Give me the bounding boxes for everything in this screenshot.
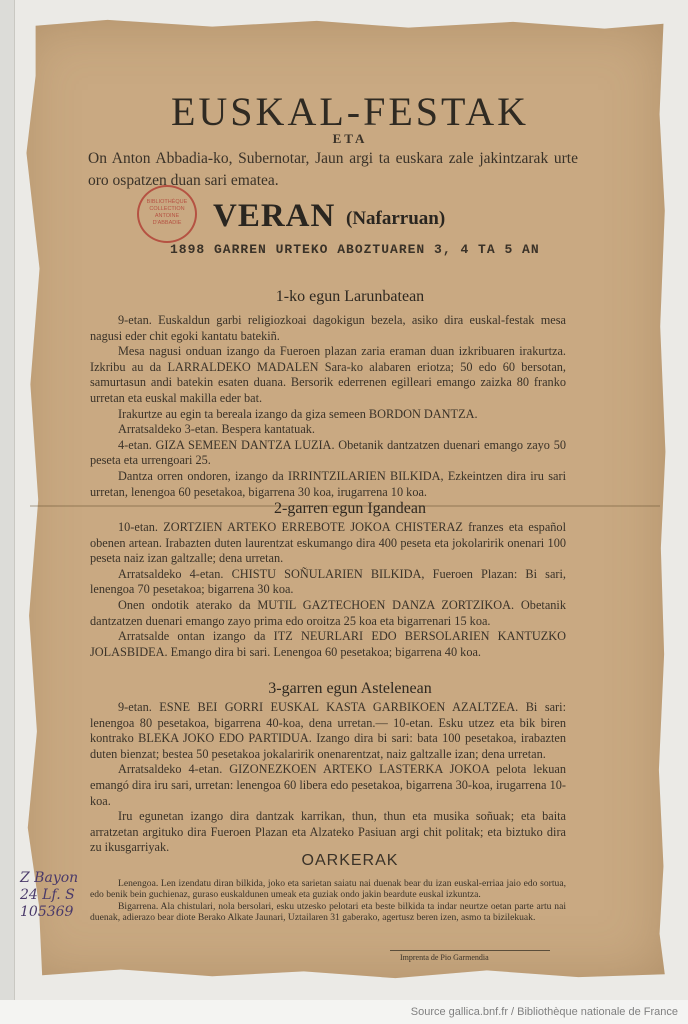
day1-paragraph: Mesa nagusi onduan izango da Fueroen plazan zaria eraman duan izkribuaren irakurtza. Izkribu au da LARRALDEKO MADALEN Sara-ko alabaren eriotza; 50 edo 60 bersotan, samurtasun andi batekin esaten duana. Bersorik ederrenen egilleari emango zaizka 80 franko urretan eta euskal makilla eder bat. (90, 344, 566, 405)
printer-credit: Imprenta de Pio Garmendia (400, 953, 489, 962)
notes-body (90, 878, 566, 924)
day2-paragraph: 10-etan. ZORTZIEN ARTEKO ERREBOTE JOKOA CHISTERAZ franzes eta español obenen artean. Irabazten duten laurentzat eskumango dira 400 peseta eta jokolaririk onenari 100 peseta naiz izan galtzalle; dena urretan. (90, 520, 566, 566)
day1-paragraph: 9-etan. Euskaldun garbi religiozkoai dagokigun bezela, asiko dira euskal-festak mesa nagusi eder chit egoki kantatu batekiñ. (90, 313, 566, 343)
day2-paragraph: Onen ondotik aterako da MUTIL GAZTECHOEN DANZA ZORTZIKOA. Obetanik dantzatzen duenari emango zayo prima edo oroitza 25 koa eta bigarrenari 15 koa. (90, 597, 566, 628)
day2-body (90, 520, 566, 660)
notes-paragraph: Bigarrena. Ala chistulari, nola bersolari, esku utzesko pelotari eta beste bilkida ta indar neurtze oetan parte artu nai duenak, adierazo bear diote Berako Alkate Jaunari, Uztailaren 31 gaberako, agertusz beren izen, asmo ta bizilekuak. (90, 900, 566, 924)
library-stamp: BIBLIOTHÈQUE COLLECTION ANTOINE D'ABBADIE (137, 185, 197, 243)
printer-rule (390, 950, 550, 951)
day1-paragraph: Dantza orren ondoren, izango da IRRINTZILARIEN BILKIDA, Ezkeintzen dira iru sari urretan, lenengoa 60 pesetakoa, bigarrena 30 koa, irugarrena 10 koa. (90, 468, 566, 499)
day3-paragraph: 9-etan. ESNE BEI GORRI EUSKAL KASTA GARBIKOEN AZALTZEA. Bi sari: lenengoa 80 pesetakoa, bigarrena 40-koa, dena urretan.— 10-etan. Esku utzez eta bik biren kontrako BLEKA JOKO EDO PARTIDUA. Izango dira bi sari: bata 100 pesetakoa, irabazten duten bienzat; bestea 50 pesetakoa jokalaririk onenarentzat, naiz galtzalle izan; dena urretan. (90, 700, 566, 761)
poster-place-sub: (Nafarruan) (346, 208, 446, 229)
day2-heading: 2-garren egun Igandean (274, 500, 426, 517)
source-credit[interactable]: Source gallica.bnf.fr / Bibliothèque nationale de France (410, 1006, 678, 1018)
day3-heading: 3-garren egun Astelenean (268, 680, 432, 697)
poster-intro: On Anton Abbadia-ko, Subernotar, Jaun argi ta euskara zale jakintzarak urte oro ospatzen duan sari ematea. (88, 150, 578, 189)
poster-title: EUSKAL-FESTAK (170, 89, 530, 134)
poster-eta: ETA (332, 131, 368, 146)
poster-date: 1898 GARREN URTEKO ABOZTUAREN 3, 4 TA 5 AN (170, 242, 540, 257)
notes-heading: OARKERAK (301, 852, 399, 869)
day3-paragraph: Arratsaldeko 4-etan. GIZONEZKOEN ARTEKO LASTERKA JOKOA pelota lekuan emangó dira iru sari, urretan: lenengoa 60 libera edo pesetakoa, bigarrena 30-koa, irugarrena 10-koa. (90, 762, 566, 808)
day3-body (90, 700, 566, 856)
day1-paragraph: Arratsaldeko 3-etan. Bespera kantatuak. (118, 422, 316, 437)
binding-strip (0, 0, 15, 1000)
handwritten-shelfmark: Z Bayon 24 Lf. S 105369 (20, 870, 79, 920)
day1-heading: 1-ko egun Larunbatean (275, 288, 425, 305)
day1-body (90, 313, 566, 500)
day1-paragraph: Irakurtze au egin ta bereala izango da giza semeen BORDON DANTZA. (118, 406, 478, 421)
day2-paragraph: Arratsalde ontan izango da ITZ NEURLARI EDO BERSOLARIEN KANTUZKO JOLASBIDEA. Emango dira bi sari. Lenengoa 60 pesetakoa; bigarrena 40 koa. (90, 629, 566, 659)
notes-paragraph: Lenengoa. Len izendatu diran bilkida, joko eta sarietan saiatu nai duenak bear du izan euskal-erriaa jaio edo sortua, edo benik bein guchienaz, guraso euskaldunen umeak eta guziak ondo jakin beardute euskal izkuntza. (90, 878, 566, 901)
day3-paragraph: Iru egunetan izango dira dantzak karrikan, thun, thun eta musika soñuak; eta baita arratzetan argituko dira Fueroen Plazan eta Alzateko Pasiuan argi chit politak; eta biztuko dira zu ikusgarriyak. (90, 809, 566, 855)
day1-paragraph: 4-etan. GIZA SEMEEN DANTZA LUZIA. Obetanik dantzatzen duenari emango zayo 50 peseta eta urrengoari 25. (90, 437, 566, 468)
poster-place: VERAN (213, 198, 336, 234)
day2-paragraph: Arratsaldeko 4-etan. CHISTU SOÑULARIEN BILKIDA, Fueroen Plazan: Bi sari, lenengoa 70 pesetakoa; bigarrena 30 koa. (90, 566, 566, 597)
